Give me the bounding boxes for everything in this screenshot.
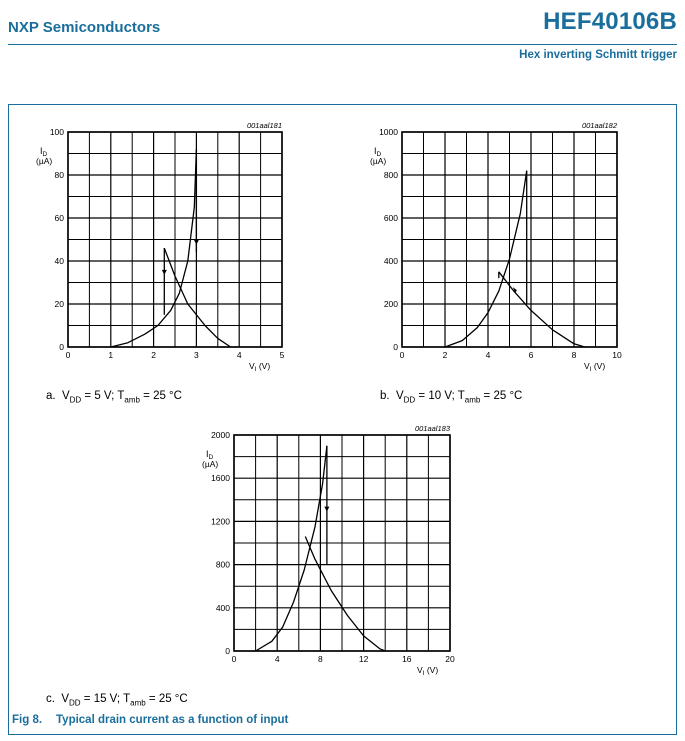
figure-number: Fig 8. bbox=[12, 714, 43, 726]
y-tick-label: 800 bbox=[215, 559, 230, 570]
x-tick-label: 6 bbox=[528, 350, 534, 360]
y-axis-label: $I_D$ bbox=[374, 146, 382, 158]
caption-b-tamb: 25 °C bbox=[493, 390, 523, 402]
x-tick-label: 8 bbox=[571, 350, 577, 360]
caption-c-vdd: 15 V bbox=[93, 693, 117, 705]
y-axis-unit: (µA) bbox=[202, 459, 219, 469]
y-tick-label: 400 bbox=[215, 602, 230, 613]
caption-b: b. $V_{DD} = 10$ V; $T_{amb} = 25$ °C bbox=[380, 390, 523, 405]
x-tick-label: 12 bbox=[358, 654, 369, 664]
x-tick-label: 1 bbox=[108, 350, 114, 360]
y-axis-unit: (µA) bbox=[370, 156, 387, 166]
chart-id-label: 001aal181 bbox=[246, 121, 282, 130]
y-tick-label: 200 bbox=[383, 299, 398, 309]
x-tick-label: 20 bbox=[445, 654, 455, 664]
x-tick-label: 4 bbox=[236, 350, 242, 360]
header-subtitle: Hex inverting Schmitt trigger bbox=[519, 49, 677, 61]
figure-title: Typical drain current as a function of input bbox=[56, 714, 289, 726]
x-tick-label: 4 bbox=[485, 350, 491, 360]
y-tick-label: 600 bbox=[383, 213, 398, 223]
y-tick-label: 20 bbox=[54, 299, 64, 309]
x-axis-label: $V_I$ (V) bbox=[417, 665, 439, 677]
series-curve-1 bbox=[256, 446, 327, 651]
x-tick-label: 2 bbox=[442, 350, 448, 360]
x-tick-label: 0 bbox=[399, 350, 405, 360]
y-tick-label: 0 bbox=[393, 342, 398, 352]
caption-a-vdd: 5 V bbox=[94, 390, 112, 402]
x-tick-label: 10 bbox=[612, 350, 622, 360]
y-tick-label: 1600 bbox=[211, 473, 230, 484]
y-tick-label: 80 bbox=[54, 170, 64, 180]
x-tick-label: 2 bbox=[151, 350, 156, 360]
y-axis-label: $I_D$ bbox=[206, 449, 214, 461]
y-tick-label: 2000 bbox=[211, 430, 230, 440]
x-axis-label: $V_I$ (V) bbox=[249, 361, 271, 373]
caption-a-tamb: 25 °C bbox=[153, 390, 182, 402]
x-tick-label: 0 bbox=[231, 654, 237, 664]
header-part-number: HEF40106B bbox=[543, 8, 677, 35]
y-tick-label: 1200 bbox=[211, 516, 230, 527]
caption-c: c. $V_{DD} = 15$ V; $T_{amb} = 25$ °C bbox=[46, 693, 188, 708]
x-tick-label: 8 bbox=[318, 654, 323, 664]
chart-id-label: 001aal183 bbox=[414, 424, 450, 433]
series-curve-2 bbox=[305, 537, 385, 652]
y-axis-label: $I_D$ bbox=[40, 146, 48, 158]
caption-a-letter: a. bbox=[46, 390, 56, 402]
x-tick-label: 5 bbox=[279, 350, 285, 360]
y-tick-label: 0 bbox=[225, 646, 230, 656]
y-tick-label: 60 bbox=[54, 213, 64, 223]
caption-c-tamb: 25 °C bbox=[158, 693, 188, 705]
y-tick-label: 100 bbox=[49, 127, 64, 137]
x-tick-label: 3 bbox=[194, 350, 199, 360]
x-tick-label: 0 bbox=[65, 350, 71, 360]
caption-c-letter: c. bbox=[46, 693, 55, 705]
y-tick-label: 400 bbox=[383, 256, 398, 266]
y-tick-label: 0 bbox=[59, 342, 64, 352]
hysteresis-arrow bbox=[324, 507, 329, 512]
x-axis-label: $V_I$ (V) bbox=[584, 361, 606, 373]
y-tick-label: 1000 bbox=[379, 127, 398, 137]
chart-id-label: 001aal182 bbox=[581, 121, 617, 130]
figure-caption bbox=[12, 714, 288, 726]
caption-b-vdd: 10 V bbox=[428, 390, 452, 402]
x-tick-label: 16 bbox=[402, 654, 412, 664]
header-company: NXP Semiconductors bbox=[8, 19, 161, 36]
caption-a: a. $V_{DD} = 5$ V; $T_{amb} = 25$ °C bbox=[46, 390, 182, 405]
caption-b-letter: b. bbox=[380, 390, 390, 402]
y-tick-label: 800 bbox=[383, 170, 398, 180]
x-tick-label: 4 bbox=[274, 654, 280, 664]
y-axis-unit: (µA) bbox=[36, 156, 53, 166]
y-tick-label: 40 bbox=[54, 256, 64, 266]
